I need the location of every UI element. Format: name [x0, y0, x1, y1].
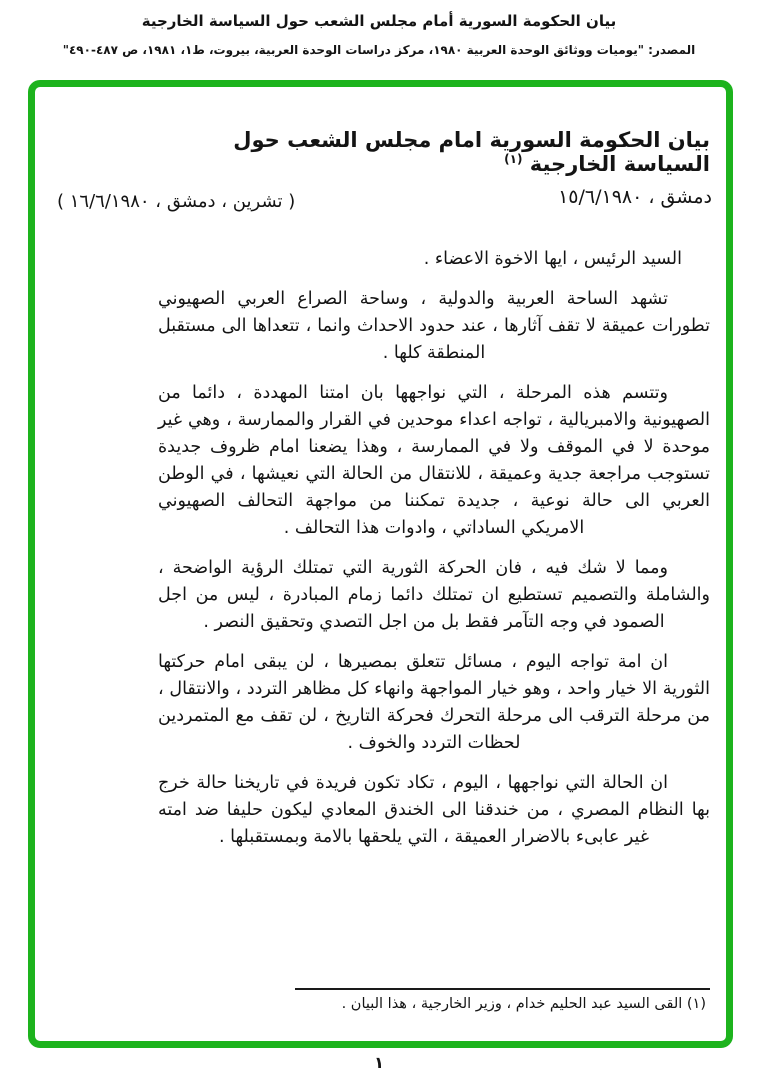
dateline-tishreen-source: ( تشرين ، دمشق ، ١٦/٦/١٩٨٠ ): [57, 191, 296, 212]
statement-body: [158, 246, 710, 864]
paragraph: تشهد الساحة العربية والدولية ، وساحة الصراع العربي الصهيوني تطورات عميقة لا تقف آثارها ، عند حدود الاحداث وانما ، تتعداها الى مستقبل المنطقة كلها .: [158, 289, 710, 363]
paragraph: ومما لا شك فيه ، فان الحركة الثورية التي تمتلك الرؤية الواضحة ، والشاملة والتصميم تستطيع ان تمتلك دائما زمام المبادرة ، ليس من اجل الصمود في وجه التآمر فقط بل من اجل التصدي وتحقيق النصر .: [158, 558, 710, 632]
header-source-citation: المصدر: "يوميات ووثائق الوحدة العربية ١٩٨٠، مركز دراسات الوحدة العربية، بيروت، ط١، ١٩٨١، ص ٤٨٧-٤٩٠": [62, 43, 696, 57]
page-number: ١: [374, 1053, 384, 1072]
paragraph: ان امة تواجه اليوم ، مسائل تتعلق بمصيرها ، لن يبقى امام حركتها الثورية الا خيار واحد ، وهو خيار المواجهة وانهاء كل مظاهر التردد ، والانتقال ، من مرحلة الترقب الى مرحلة التحرك فحركة التاريخ ، لن تقف مع المتمردين لحظات التردد والخوف .: [158, 652, 710, 753]
document-title-text: بيان الحكومة السورية امام مجلس الشعب حول السياسة الخارجية: [233, 128, 710, 176]
document-title: [150, 128, 710, 176]
paragraph: ان الحالة التي نواجهها ، اليوم ، تكاد تكون فريدة في تاريخنا حالة خرج بها النظام المصري ، من خندقنا الى الخندق المعادي ليكون حليفا ضد امته غير عابىء بالاضرار العميقة ، التي يلحقها بالامة وبمستقبلها .: [158, 773, 710, 847]
dateline-damascus: دمشق ، ١٥/٦/١٩٨٠: [558, 186, 712, 208]
paragraph: وتتسم هذه المرحلة ، التي نواجهها بان امتنا المهددة ، دائما من الصهيونية والامبريالية ، تواجه اعداء موحدين في القرار والممارسة ، وهي غير موحدة لا في الموقف ولا في الممارسة ، وهذا يضعنا امام ظروف جديدة تستوجب مراجعة جدية وعميقة ، للانتقال من الحالة التي نعيشها ، في الوطن العربي الى حالة نوعية ، جديدة تمكننا من مواجهة التحالف الصهيوني الامريكي الساداتي ، وادوات هذا التحالف .: [158, 383, 710, 538]
paragraph-salutation: السيد الرئيس ، ايها الاخوة الاعضاء .: [423, 249, 682, 269]
footnote-ref-marker: (١): [504, 152, 523, 166]
footnote-separator: [295, 988, 710, 990]
header-title: بيان الحكومة السورية أمام مجلس الشعب حول السياسة الخارجية: [141, 12, 617, 30]
footnote-text: (١) القى السيد عبد الحليم خدام ، وزير الخارجية ، هذا البيان .: [341, 996, 706, 1012]
